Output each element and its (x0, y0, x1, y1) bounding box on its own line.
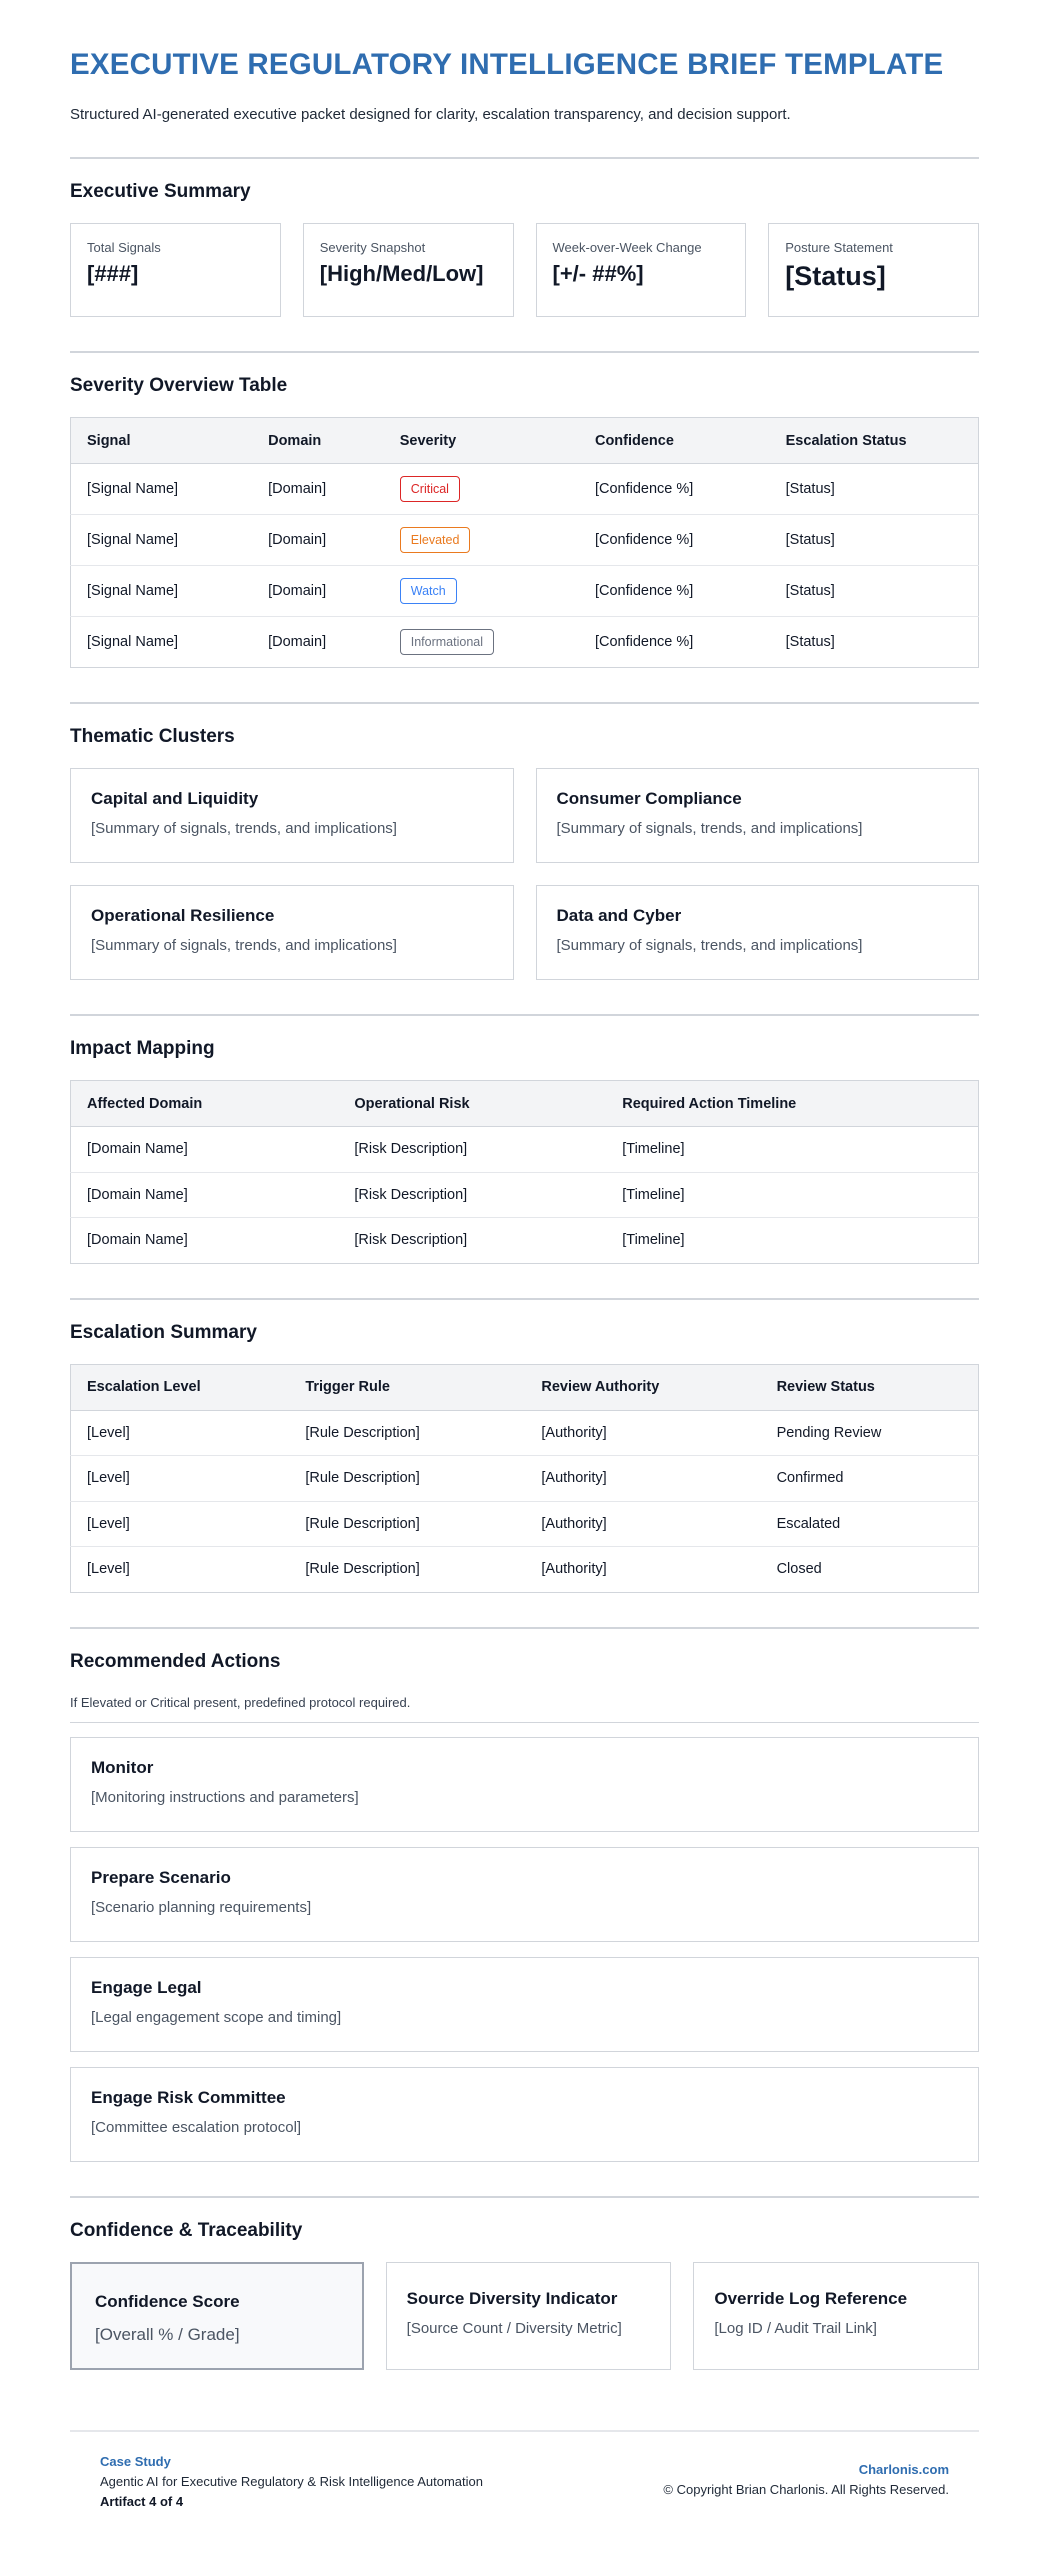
action-card-monitor (70, 1737, 979, 1832)
cluster-desc: [Summary of signals, trends, and implications] (556, 937, 863, 954)
action-heading: Prepare Scenario (91, 1867, 231, 1887)
column-header: Escalation Level (71, 1364, 290, 1410)
action-heading: Monitor (91, 1757, 154, 1777)
cell-timeline: [Timeline] (606, 1172, 978, 1218)
cell-risk: [Risk Description] (338, 1127, 606, 1173)
table-row (71, 1547, 979, 1593)
table-header-row (71, 1081, 979, 1127)
source-diversity-card (386, 2262, 672, 2370)
cell-status: [Status] (770, 566, 979, 617)
column-header: Trigger Rule (289, 1364, 525, 1410)
section-title: Impact Mapping (70, 1038, 215, 1059)
cluster-heading: Consumer Compliance (556, 789, 742, 808)
cell-domain: [Domain Name] (71, 1127, 339, 1173)
cell-confidence: [Confidence %] (579, 566, 770, 617)
cluster-heading: Data and Cyber (556, 906, 682, 925)
action-desc: [Committee escalation protocol] (91, 2118, 302, 2136)
column-header: Confidence (579, 418, 770, 464)
cluster-heading: Operational Resilience (91, 906, 275, 925)
case-study-description: Agentic AI for Executive Regulatory & Risk Intelligence Automation (100, 2473, 483, 2489)
cluster-card-consumer-compliance (536, 768, 980, 863)
severity-table (70, 417, 979, 668)
table-row (71, 1501, 979, 1547)
section-title: Severity Overview Table (70, 375, 288, 396)
table-row (71, 1172, 979, 1218)
cluster-heading: Capital and Liquidity (91, 789, 259, 808)
severity-badge-critical: Critical (400, 476, 460, 502)
impact-mapping-section (70, 1014, 979, 1264)
table-row (71, 1127, 979, 1173)
footer-credits (663, 2454, 949, 2497)
cell-domain: [Domain Name] (87, 1232, 188, 1249)
section-title: Executive Summary (70, 181, 251, 202)
cell-status: [Status] (770, 464, 979, 515)
cell-severity (384, 515, 579, 566)
cell-confidence: [Confidence %] (594, 634, 694, 650)
cell-authority: [Authority] (541, 1561, 607, 1578)
cell-review-status: Escalated (761, 1501, 979, 1547)
cell-level: [Level] (87, 1561, 130, 1578)
case-study-label: Case Study (100, 2453, 171, 2469)
column-header: Required Action Timeline (606, 1081, 978, 1127)
page-footer (70, 2430, 979, 2509)
action-desc: [Scenario planning requirements] (91, 1898, 312, 1916)
cluster-card-data-cyber (536, 885, 980, 980)
escalation-table (70, 1364, 979, 1593)
column-header: Operational Risk (338, 1081, 606, 1127)
cell-review-status: Pending Review (761, 1410, 979, 1456)
confidence-score-card (70, 2262, 364, 2370)
section-title: Confidence & Traceability (70, 2219, 303, 2241)
column-header: Review Status (761, 1364, 979, 1410)
cell-confidence: [Confidence %] (579, 464, 770, 515)
escalation-summary-section (70, 1298, 979, 1593)
summary-card-value: [+/- ##%] (552, 261, 644, 286)
cell-domain: [Domain] (252, 566, 384, 617)
protocol-note: If Elevated or Critical present, predefined protocol required. (70, 1694, 411, 1710)
cell-authority: [Authority] (525, 1501, 760, 1547)
thematic-clusters-section (70, 702, 979, 980)
cell-trigger: [Rule Description] (289, 1456, 525, 1502)
summary-card-value: [High/Med/Low] (319, 261, 484, 286)
note-divider (70, 1722, 979, 1723)
section-title: Recommended Actions (70, 1650, 281, 1672)
summary-card-label: Total Signals (87, 240, 161, 255)
summary-card-value: [Status] (785, 261, 886, 291)
site-link[interactable]: Charlonis.com (858, 2461, 949, 2477)
card-heading: Source Diversity Indicator (406, 2288, 618, 2308)
cell-severity (384, 566, 579, 617)
severity-badge-elevated: Elevated (400, 527, 471, 553)
page-subtitle: Structured AI-generated executive packet designed for clarity, escalation transparency, and decision support. (70, 106, 791, 123)
action-list (70, 1737, 979, 2162)
cell-review-status: Closed (776, 1561, 822, 1578)
action-heading: Engage Legal (91, 1977, 202, 1997)
column-header: Escalation Status (770, 418, 979, 464)
summary-card-label: Week-over-Week Change (552, 240, 702, 255)
cell-domain: [Domain] (252, 515, 384, 566)
cell-trigger: [Rule Description] (289, 1410, 525, 1456)
table-row (71, 1218, 979, 1264)
cell-review-status: Confirmed (761, 1456, 979, 1502)
cluster-desc: [Summary of signals, trends, and implications] (91, 937, 397, 954)
cell-status: [Status] (785, 634, 835, 650)
table-row (71, 617, 979, 668)
section-title: Escalation Summary (70, 1321, 257, 1343)
section-title: Thematic Clusters (70, 726, 235, 747)
table-row (71, 515, 979, 566)
summary-card-label: Severity Snapshot (319, 240, 426, 255)
cell-confidence: [Confidence %] (579, 515, 770, 566)
cell-signal: [Signal Name] (71, 515, 253, 566)
action-desc: [Monitoring instructions and parameters] (91, 1788, 359, 1806)
cell-severity (384, 464, 579, 515)
column-header: Severity (384, 418, 579, 464)
cell-domain: [Domain] (268, 634, 327, 650)
severity-badge-watch: Watch (400, 578, 457, 604)
action-desc: [Legal engagement scope and timing] (91, 2008, 342, 2026)
cell-level: [Level] (71, 1456, 290, 1502)
cell-risk: [Risk Description] (354, 1232, 468, 1249)
table-row (71, 1410, 979, 1456)
cell-severity (384, 617, 579, 668)
action-card-engage-risk-committee (70, 2067, 979, 2162)
card-desc: [Overall % / Grade] (95, 2324, 240, 2344)
summary-card-total-signals (70, 223, 281, 317)
cell-domain: [Domain Name] (71, 1172, 339, 1218)
cell-authority: [Authority] (525, 1410, 760, 1456)
severity-overview-section (70, 351, 979, 668)
copyright-text: © Copyright Brian Charlonis. All Rights Reserved. (663, 2481, 949, 2497)
cell-signal: [Signal Name] (71, 566, 253, 617)
severity-badge-informational: Informational (400, 629, 494, 655)
cell-trigger: [Rule Description] (289, 1501, 525, 1547)
table-row (71, 1456, 979, 1502)
column-header: Signal (71, 418, 253, 464)
column-header: Affected Domain (71, 1081, 339, 1127)
cluster-grid (70, 768, 979, 980)
table-header-row (71, 1364, 979, 1410)
traceability-cards (70, 2262, 979, 2370)
recommended-actions-section (70, 1627, 979, 2162)
action-card-prepare-scenario (70, 1847, 979, 1942)
cell-status: [Status] (770, 515, 979, 566)
footer-case-study (100, 2454, 483, 2509)
cell-level: [Level] (71, 1410, 290, 1456)
card-heading: Override Log Reference (714, 2288, 908, 2308)
cluster-desc: [Summary of signals, trends, and implications] (91, 820, 397, 837)
summary-cards (70, 223, 979, 317)
page-title: EXECUTIVE REGULATORY INTELLIGENCE BRIEF TEMPLATE (70, 48, 944, 81)
column-header: Review Authority (525, 1364, 760, 1410)
cluster-desc: [Summary of signals, trends, and implications] (556, 820, 863, 837)
confidence-traceability-section (70, 2196, 979, 2370)
table-row (71, 464, 979, 515)
card-heading: Confidence Score (95, 2291, 240, 2311)
override-log-card (693, 2262, 979, 2370)
table-header-row (71, 418, 979, 464)
cell-timeline: [Timeline] (606, 1127, 978, 1173)
cell-authority: [Authority] (525, 1456, 760, 1502)
summary-card-severity-snapshot (303, 223, 514, 317)
artifact-counter: Artifact 4 of 4 (100, 2493, 184, 2509)
cell-level: [Level] (71, 1501, 290, 1547)
table-row (71, 566, 979, 617)
cell-signal: [Signal Name] (71, 464, 253, 515)
cell-signal: [Signal Name] (87, 634, 179, 650)
executive-summary-section (70, 157, 979, 317)
cluster-card-operational-resilience (70, 885, 514, 980)
action-heading: Engage Risk Committee (91, 2087, 286, 2107)
summary-card-value: [###] (87, 261, 139, 286)
cell-domain: [Domain] (252, 464, 384, 515)
impact-table (70, 1080, 979, 1264)
summary-card-wow-change (536, 223, 747, 317)
summary-card-label: Posture Statement (785, 240, 893, 255)
cluster-card-capital-liquidity (70, 768, 514, 863)
cell-timeline: [Timeline] (622, 1232, 685, 1249)
summary-card-posture-statement (768, 223, 979, 317)
cell-risk: [Risk Description] (338, 1172, 606, 1218)
card-desc: [Source Count / Diversity Metric] (406, 2319, 622, 2337)
card-desc: [Log ID / Audit Trail Link] (714, 2319, 877, 2337)
action-card-engage-legal (70, 1957, 979, 2052)
column-header: Domain (252, 418, 384, 464)
cell-trigger: [Rule Description] (305, 1561, 420, 1578)
